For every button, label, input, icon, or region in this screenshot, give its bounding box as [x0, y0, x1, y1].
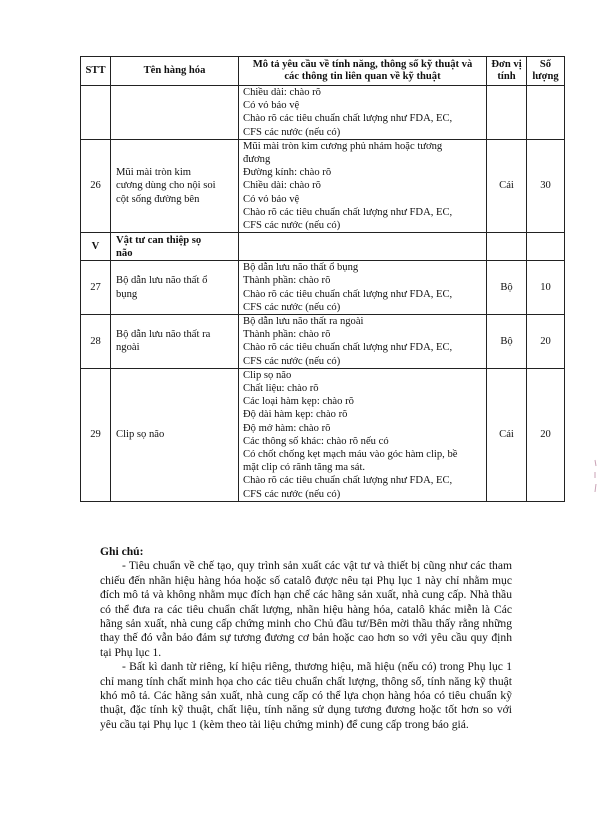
description-line: Chào rõ các tiêu chuẩn chất lượng như FDA, EC, — [243, 342, 453, 354]
cell-stt: 28 — [81, 315, 111, 369]
notes-title: Ghi chú: — [100, 545, 144, 558]
item-name-line: ngoài — [116, 342, 140, 354]
cell-description — [239, 368, 487, 501]
cell-item-name — [111, 86, 239, 140]
cell-stt — [81, 86, 111, 140]
section-row — [81, 233, 565, 261]
cell-quantity: 20 — [527, 315, 565, 369]
table-row — [81, 315, 565, 369]
table-row — [81, 139, 565, 232]
description-line: Clip sọ não — [243, 369, 292, 381]
description-line: Mũi mài tròn kim cương phủ nhám hoặc tương — [243, 140, 443, 152]
description-line: CFS các nước (nếu có) — [243, 355, 341, 367]
description-line: Có vỏ bảo vệ — [243, 100, 300, 112]
description-line: CFS các nước (nếu có) — [243, 488, 341, 500]
description-line: CFS các nước (nếu có) — [243, 220, 341, 232]
header-description-line: Mô tả yêu cầu về tính năng, thông số kỹ thuật và — [252, 59, 473, 70]
cell-description — [239, 86, 487, 140]
table-row — [81, 368, 565, 501]
table-row — [81, 86, 565, 140]
description-line: Chào rõ các tiêu chuẩn chất lượng như FDA, EC, — [243, 475, 453, 487]
cell-unit — [487, 233, 527, 261]
description-line: Độ mở hàm: chào rõ — [243, 422, 331, 434]
description-line: Chào rõ các tiêu chuẩn chất lượng như FDA, EC, — [243, 113, 453, 125]
description-line: CFS các nước (nếu có) — [243, 301, 341, 313]
header-description-line: các thông tin liên quan về kỹ thuật — [284, 71, 441, 82]
cell-item-name — [111, 139, 239, 232]
item-name-line: bụng — [116, 288, 138, 300]
item-name-line: cương dùng cho nội soi — [116, 180, 216, 192]
description-line: Chất liệu: chào rõ — [243, 383, 319, 395]
cell-quantity — [527, 233, 565, 261]
item-name-line: não — [116, 247, 133, 259]
cell-item-name — [111, 261, 239, 315]
description-line: Độ dài hàm kẹp: chào rõ — [243, 409, 348, 421]
header-quantity-line: lượng — [532, 71, 559, 82]
description-line: Chiều dài: chào rõ — [243, 87, 321, 98]
cell-stt: 29 — [81, 368, 111, 501]
header-unit-line: tính — [497, 71, 516, 82]
scan-edge-mark — [593, 458, 598, 498]
description-line: Bộ dẫn lưu não thất ổ bụng — [243, 262, 359, 274]
header-unit-line: Đơn vị — [491, 59, 522, 70]
item-name-line: Mũi mài tròn kim — [116, 167, 192, 179]
description-line: Chào rõ các tiêu chuẩn chất lượng như FDA, EC, — [243, 288, 453, 300]
item-name-line: Bộ dẫn lưu não thất ổ — [116, 275, 208, 287]
description-line: mặt clip có rãnh tăng ma sát. — [243, 462, 366, 474]
cell-quantity: 10 — [527, 261, 565, 315]
description-line: CFS các nước (nếu có) — [243, 126, 341, 138]
description-line: Thành phần: chào rõ — [243, 275, 331, 287]
header-quantity-line: Số — [539, 59, 552, 70]
description-line: Các thông số khác: chào rõ nếu có — [243, 435, 389, 447]
item-name-line: Bộ dẫn lưu não thất ra — [116, 329, 211, 341]
table-body — [81, 86, 565, 502]
cell-description — [239, 139, 487, 232]
header-item-name: Tên hàng hóa — [111, 57, 239, 86]
cell-unit: Bộ — [487, 261, 527, 315]
cell-unit — [487, 86, 527, 140]
description-line: đương — [243, 154, 271, 166]
note-paragraph: - Bất kì danh từ riêng, kí hiệu riêng, thương hiệu, mã hiệu (nếu có) trong Phụ lục 1 chỉ mang tính chất minh họa cho các tiêu chuẩn chất lượng, thông số, tính năng kỹ thuật khó mô tả. Các hãng sản xuất, nhà cung cấp có thể lựa chọn hàng hóa có tiêu chuẩn kỹ thuật, đặc tính kỹ thuật, chất liệu, tính năng sử dụng tương đương hoặc tốt hơn so với yêu cầu tại Phụ lục 1 (kèm theo tài liệu chứng minh) để cung cấp trong báo giá. — [100, 660, 512, 731]
cell-description — [239, 315, 487, 369]
cell-quantity — [527, 86, 565, 140]
cell-description — [239, 233, 487, 261]
item-name-line: Vật tư can thiệp sọ — [116, 234, 202, 246]
table-header-row — [81, 57, 565, 86]
notes-section — [100, 545, 512, 732]
cell-unit: Cái — [487, 139, 527, 232]
header-unit — [487, 57, 527, 86]
description-line: Chiều dài: chào rõ — [243, 180, 321, 192]
note-paragraph: - Tiêu chuẩn về chế tạo, quy trình sản xuất các vật tư và thiết bị cũng như các tham chiếu đến nhãn hiệu hàng hóa hoặc số catalô được nêu tại Phụ lục 1 này chỉ nhằm mục đích mô tả và không nhằm mục đích hạn chế các hãng sản xuất, nhà cung cấp. Nhà thầu có thể đưa ra các tiêu chuẩn chất lượng, nhãn hiệu hàng hóa, catalô khác miễn là Các hãng sản xuất, nhà cung cấp chứng minh cho Chủ đầu tư/Bên mời thầu thấy rằng những thay thế đó vẫn bảo đảm sự tương đương cơ bản hoặc cao hơn so với yêu cầu quy định tại Phụ lục 1. — [100, 559, 512, 659]
cell-unit: Cái — [487, 368, 527, 501]
cell-unit: Bộ — [487, 315, 527, 369]
cell-stt: 27 — [81, 261, 111, 315]
cell-description — [239, 261, 487, 315]
cell-item-name — [111, 315, 239, 369]
description-line: Thành phần: chào rõ — [243, 329, 331, 341]
header-stt: STT — [81, 57, 111, 86]
specification-table — [80, 56, 565, 502]
table-row — [81, 261, 565, 315]
description-line: Đường kính: chào rõ — [243, 167, 332, 179]
item-name-line: cột sống đường bên — [116, 193, 200, 205]
description-line: Các loại hàm kẹp: chào rõ — [243, 396, 354, 408]
item-name-line: Clip sọ não — [116, 429, 165, 441]
cell-stt: V — [81, 233, 111, 261]
cell-quantity: 30 — [527, 139, 565, 232]
cell-stt: 26 — [81, 139, 111, 232]
header-description — [239, 57, 487, 86]
cell-item-name — [111, 368, 239, 501]
description-line: Chào rõ các tiêu chuẩn chất lượng như FDA, EC, — [243, 206, 453, 218]
cell-item-name — [111, 233, 239, 261]
cell-quantity: 20 — [527, 368, 565, 501]
description-line: Có chốt chống kẹt mạch máu vào góc hàm clip, bề — [243, 449, 458, 461]
description-line: Bộ dẫn lưu não thất ra ngoài — [243, 316, 364, 328]
description-line: Có vỏ bảo vệ — [243, 193, 300, 205]
header-quantity — [527, 57, 565, 86]
